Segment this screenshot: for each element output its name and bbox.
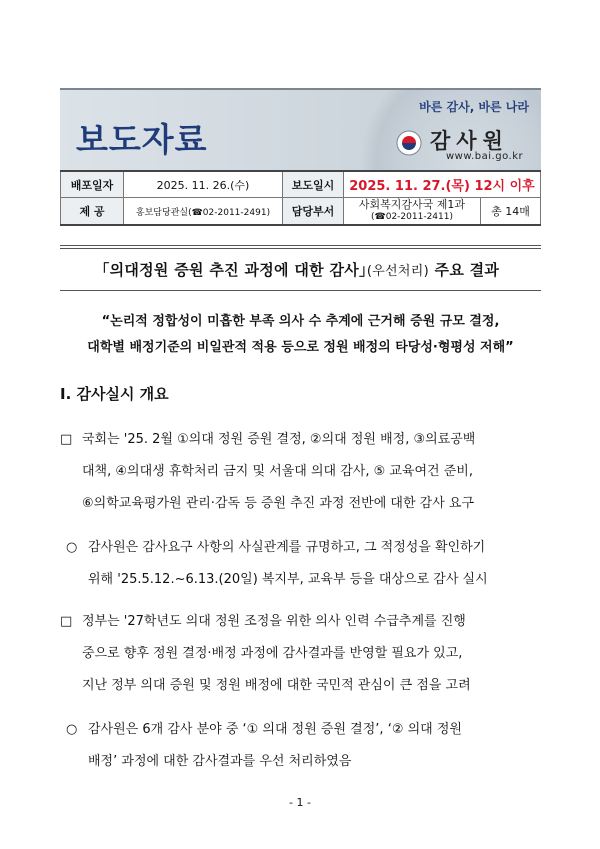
p2-line2: 중으로 향후 정원 결정·배정 과정에 감사결과를 반영할 필요가 있고, xyxy=(82,646,463,661)
release-info-table xyxy=(60,170,541,226)
dept-phone: (☎02-2011-2411) xyxy=(371,212,453,222)
c2-line1: 감사원은 6개 감사 분야 중 ‘① 의대 정원 증원 결정’, ‘② 의대 정원 xyxy=(88,722,462,737)
divider-bottom xyxy=(60,290,541,291)
sub-paragraph-2 xyxy=(66,714,541,778)
headline-main: ｢의대정원 증원 추진 과정에 대한 감사｣ xyxy=(101,261,367,279)
dept-label: 담당부서 xyxy=(283,198,344,226)
p2-line1: 정부는 '27학년도 의대 정원 조정을 위한 의사 인력 수급추계를 진행 xyxy=(82,614,466,629)
distribution-date-label: 배포일자 xyxy=(61,171,124,198)
c2-line2: 배정’ 과정에 대한 감사결과를 우선 처리하였음 xyxy=(88,754,352,769)
press-banner xyxy=(60,88,541,172)
section-title: Ⅰ. 감사실시 개요 xyxy=(60,385,169,403)
square-bullet-icon: □ xyxy=(60,432,73,447)
p2-line3: 지난 정부 의대 증원 및 정원 배정에 대한 국민적 관심이 큰 점을 고려 xyxy=(82,678,471,693)
provider-label: 제 공 xyxy=(61,198,124,226)
headline xyxy=(60,259,541,280)
dept-name: 사회복지감사국 제1과 xyxy=(358,198,466,211)
divider-top-double xyxy=(60,248,541,249)
sub-paragraph-1 xyxy=(66,532,541,596)
key-message xyxy=(60,309,541,361)
divider-top xyxy=(60,245,541,246)
table-row xyxy=(61,198,541,226)
headline-note: (우선처리) xyxy=(366,264,430,279)
headline-tail: 주요 결과 xyxy=(429,261,500,279)
c1-line2: 위해 '25.5.12.~6.13.(20일) 복지부, 교육부 등을 대상으로 감사 실시 xyxy=(88,572,488,587)
provider-value: 홍보담당관실(☎02-2011-2491) xyxy=(124,198,283,226)
c1-line1: 감사원은 감사요구 사항의 사실관계를 규명하고, 그 적정성을 확인하기 xyxy=(88,540,486,555)
slogan: 바른 감사, 바른 나라 xyxy=(419,100,529,114)
key-message-line2: 대학별 배정기준의 비일관적 적용 등으로 정원 배정의 타당성·형평성 저해” xyxy=(87,340,514,355)
paragraph-2 xyxy=(60,606,541,702)
square-bullet-icon: □ xyxy=(60,614,73,629)
p1-line2: 대책, ④의대생 휴학처리 금지 및 서울대 의대 감사, ⑤ 교육여건 준비, xyxy=(82,464,473,479)
page-count: 총 14매 xyxy=(481,198,541,226)
p1-line1: 국회는 '25. 2월 ①의대 정원 증원 결정, ②의대 정원 배정, ③의료공백 xyxy=(82,432,476,447)
paragraph-1 xyxy=(60,424,541,520)
p1-line3: ⑥의학교육평가원 관리·감독 등 증원 추진 과정 전반에 대한 감사 요구 xyxy=(82,496,475,511)
page-number: - 1 - xyxy=(289,796,311,809)
bai-emblem-icon xyxy=(396,130,422,156)
report-date-label: 보도일시 xyxy=(283,171,344,198)
table-row xyxy=(61,171,541,198)
org-name: 감사원 xyxy=(430,129,509,153)
org-url: www.bai.go.kr xyxy=(446,151,524,162)
report-date-value: 2025. 11. 27.(목) 12시 이후 xyxy=(344,171,541,198)
circle-bullet-icon: ○ xyxy=(66,540,78,555)
distribution-date-value: 2025. 11. 26.(수) xyxy=(124,171,283,198)
press-release-title: 보도자료 xyxy=(76,120,208,159)
circle-bullet-icon: ○ xyxy=(66,722,78,737)
key-message-line1: “논리적 정합성이 미흡한 부족 의사 수 추계에 근거해 증원 규모 결정, xyxy=(101,314,500,329)
dept-value xyxy=(344,198,481,226)
